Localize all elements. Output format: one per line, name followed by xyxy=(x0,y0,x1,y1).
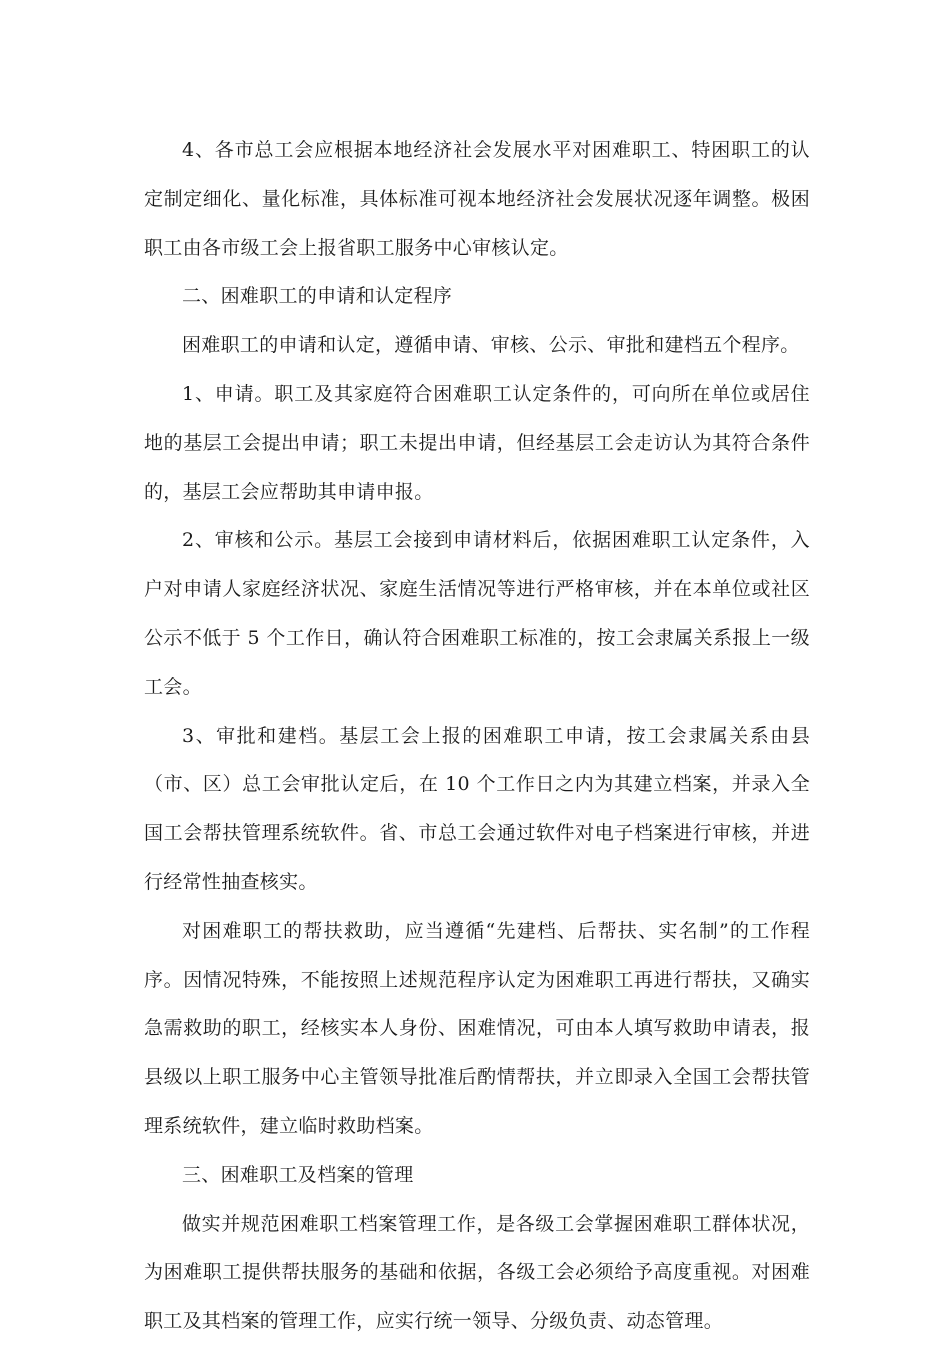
paragraph-assistance-procedure: 对困难职工的帮扶救助，应当遵循“先建档、后帮扶、实名制”的工作程序。因情况特殊，不能按照上述规范程序认定为困难职工再进行帮扶，又确实急需救助的职工，经核实本人身份、困难情况，可由本人填写救助申请表，报县级以上职工服务中心主管领导批准后酌情帮扶，并立即录入全国工会帮扶管理系统软件，建立临时救助档案。 xyxy=(144,919,810,1137)
paragraph-five-procedures: 困难职工的申请和认定，遵循申请、审核、公示、审批和建档五个程序。 xyxy=(182,334,800,357)
paragraph-step-1-application: 1、申请。职工及其家庭符合困难职工认定条件的，可向所在单位或居住地的基层工会提出申请；职工未提出申请，但经基层工会走访认为其符合条件的，基层工会应帮助其申请申报。 xyxy=(144,382,810,503)
paragraph-item-4-standards: 4、各市总工会应根据本地经济社会发展水平对困难职工、特困职工的认定制定细化、量化标准，具体标准可视本地经济社会发展状况逐年调整。极困职工由各市级工会上报省职工服务中心审核认定。 xyxy=(144,139,810,259)
section-heading-file-management: 三、困难职工及档案的管理 xyxy=(182,1163,414,1186)
paragraph-step-2-review-publicity: 2、审核和公示。基层工会接到申请材料后，依据困难职工认定条件，入户对申请人家庭经济状况、家庭生活情况等进行严格审核，并在本单位或社区公示不低于 5 个工作日，确认符合困难职工标准的，按工会隶属关系报上一级工会。 xyxy=(144,529,810,698)
paragraph-step-3-approval-filing: 3、审批和建档。基层工会上报的困难职工申请，按工会隶属关系由县（市、区）总工会审批认定后，在 10 个工作日之内为其建立档案，并录入全国工会帮扶管理系统软件。省、市总工会通过软件对电子档案进行审核，并进行经常性抽查核实。 xyxy=(144,724,810,893)
document-body xyxy=(144,126,810,1346)
paragraph-file-management: 做实并规范困难职工档案管理工作，是各级工会掌握困难职工群体状况，为困难职工提供帮扶服务的基础和依据，各级工会必须给予高度重视。对困难职工及其档案的管理工作，应实行统一领导、分级负责、动态管理。 xyxy=(144,1212,810,1333)
section-heading-application-procedure: 二、困难职工的申请和认定程序 xyxy=(182,285,453,308)
